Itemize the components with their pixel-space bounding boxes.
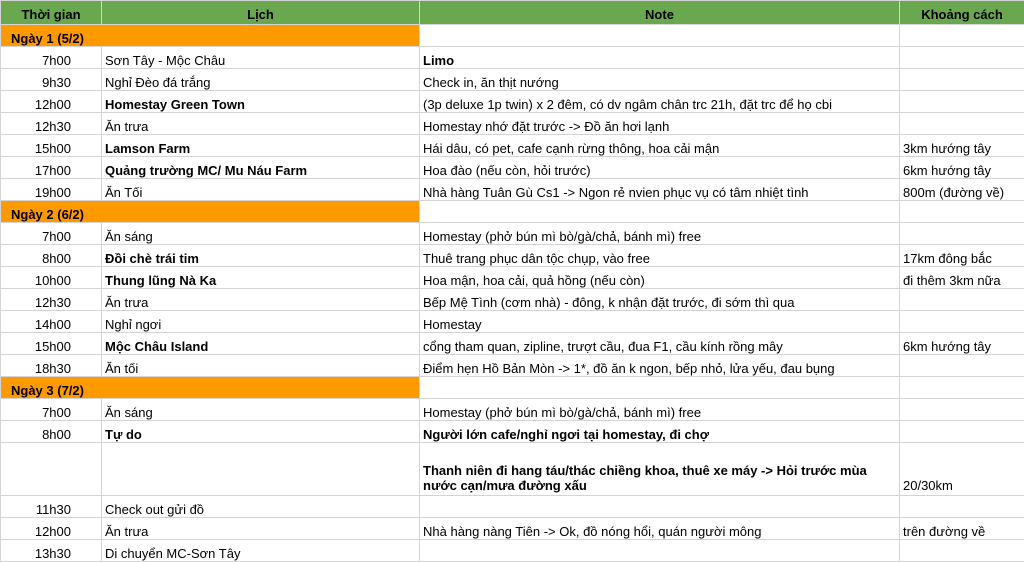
distance-cell[interactable] xyxy=(900,47,1024,69)
note-cell[interactable]: Hoa mận, hoa cải, quả hồng (nếu còn) xyxy=(420,267,900,289)
activity-cell[interactable]: Homestay Green Town xyxy=(102,91,420,113)
activity-cell[interactable]: Mộc Châu Island xyxy=(102,333,420,355)
time-cell[interactable]: 7h00 xyxy=(1,47,102,69)
distance-cell[interactable]: 17km đông bắc xyxy=(900,245,1024,267)
day-label[interactable]: Ngày 2 (6/2) xyxy=(1,201,420,223)
time-cell[interactable]: 11h30 xyxy=(1,496,102,518)
table-row xyxy=(1,245,1024,267)
note-cell[interactable]: Homestay (phở bún mì bò/gà/chả, bánh mì) free xyxy=(420,223,900,245)
time-cell[interactable]: 12h00 xyxy=(1,91,102,113)
time-cell[interactable]: 14h00 xyxy=(1,311,102,333)
day-header-row xyxy=(1,201,1024,223)
table-row xyxy=(1,399,1024,421)
activity-cell[interactable]: Ăn trưa xyxy=(102,518,420,540)
time-cell[interactable]: 13h30 xyxy=(1,540,102,562)
distance-cell[interactable] xyxy=(900,355,1024,377)
distance-cell[interactable] xyxy=(900,113,1024,135)
distance-cell[interactable] xyxy=(900,223,1024,245)
day-label[interactable]: Ngày 1 (5/2) xyxy=(1,25,420,47)
time-cell[interactable]: 9h30 xyxy=(1,69,102,91)
note-cell[interactable] xyxy=(420,496,900,518)
activity-cell[interactable]: Ăn sáng xyxy=(102,223,420,245)
distance-cell[interactable] xyxy=(900,69,1024,91)
activity-cell[interactable]: Tự do xyxy=(102,421,420,443)
table-row xyxy=(1,179,1024,201)
activity-cell[interactable]: Thung lũng Nà Ka xyxy=(102,267,420,289)
table-row xyxy=(1,443,1024,496)
activity-cell[interactable]: Di chuyển MC-Sơn Tây xyxy=(102,540,420,562)
distance-cell[interactable] xyxy=(900,540,1024,562)
activity-cell[interactable]: Nghỉ Đèo đá trắng xyxy=(102,69,420,91)
distance-cell[interactable] xyxy=(900,311,1024,333)
note-cell[interactable]: Thanh niên đi hang táu/thác chiềng khoa, thuê xe máy -> Hỏi trước mùa nước cạn/mưa đường xấu xyxy=(420,443,900,496)
day-header-row xyxy=(1,377,1024,399)
distance-cell[interactable]: 20/30km xyxy=(900,443,1024,496)
header-time[interactable]: Thời gian xyxy=(1,1,102,25)
table-row xyxy=(1,69,1024,91)
day-distance-cell[interactable] xyxy=(900,377,1024,399)
table-row xyxy=(1,113,1024,135)
time-cell[interactable]: 10h00 xyxy=(1,267,102,289)
distance-cell[interactable] xyxy=(900,399,1024,421)
time-cell[interactable]: 15h00 xyxy=(1,333,102,355)
activity-cell[interactable]: Đồi chè trái tim xyxy=(102,245,420,267)
table-row xyxy=(1,421,1024,443)
table-row xyxy=(1,496,1024,518)
note-cell[interactable]: Hoa đào (nếu còn, hỏi trước) xyxy=(420,157,900,179)
note-cell[interactable]: Nhà hàng Tuân Gù Cs1 -> Ngon rẻ nvien phục vụ có tâm nhiệt tình xyxy=(420,179,900,201)
time-cell[interactable] xyxy=(1,443,102,496)
distance-cell[interactable] xyxy=(900,496,1024,518)
table-row xyxy=(1,333,1024,355)
table-row xyxy=(1,518,1024,540)
note-cell[interactable]: Check in, ăn thịt nướng xyxy=(420,69,900,91)
time-cell[interactable]: 8h00 xyxy=(1,245,102,267)
activity-cell[interactable]: Quảng trường MC/ Mu Náu Farm xyxy=(102,157,420,179)
table-row xyxy=(1,355,1024,377)
time-cell[interactable]: 7h00 xyxy=(1,223,102,245)
note-cell[interactable]: Homestay xyxy=(420,311,900,333)
table-row xyxy=(1,135,1024,157)
activity-cell[interactable]: Ăn Tối xyxy=(102,179,420,201)
time-cell[interactable]: 8h00 xyxy=(1,421,102,443)
day-distance-cell[interactable] xyxy=(900,201,1024,223)
distance-cell[interactable]: trên đường về xyxy=(900,518,1024,540)
activity-cell[interactable]: Ăn trưa xyxy=(102,289,420,311)
activity-cell[interactable]: Ăn sáng xyxy=(102,399,420,421)
note-cell[interactable]: cổng tham quan, zipline, trượt cầu, đua F1, cầu kính rồng mây xyxy=(420,333,900,355)
day-header-row xyxy=(1,25,1024,47)
header-schedule[interactable]: Lịch xyxy=(102,1,420,25)
time-cell[interactable]: 12h30 xyxy=(1,289,102,311)
table-row xyxy=(1,289,1024,311)
table-row xyxy=(1,267,1024,289)
day-distance-cell[interactable] xyxy=(900,25,1024,47)
note-cell[interactable]: Hái dâu, có pet, cafe cạnh rừng thông, hoa cải mận xyxy=(420,135,900,157)
note-cell[interactable]: Bếp Mệ Tình (cơm nhà) - đông, k nhận đặt trước, đi sớm thì qua xyxy=(420,289,900,311)
time-cell[interactable]: 7h00 xyxy=(1,399,102,421)
activity-cell[interactable] xyxy=(102,443,420,496)
note-cell[interactable]: Người lớn cafe/nghỉ ngơi tại homestay, đi chợ xyxy=(420,421,900,443)
time-cell[interactable]: 12h30 xyxy=(1,113,102,135)
distance-cell[interactable]: 6km hướng tây xyxy=(900,333,1024,355)
activity-cell[interactable]: Lamson Farm xyxy=(102,135,420,157)
note-cell[interactable]: (3p deluxe 1p twin) x 2 đêm, có dv ngâm chân trc 21h, đặt trc để họ cbi xyxy=(420,91,900,113)
table-row xyxy=(1,311,1024,333)
distance-cell[interactable] xyxy=(900,91,1024,113)
note-cell[interactable] xyxy=(420,540,900,562)
distance-cell[interactable] xyxy=(900,421,1024,443)
day-note-cell[interactable] xyxy=(420,25,900,47)
distance-cell[interactable]: đi thêm 3km nữa xyxy=(900,267,1024,289)
note-cell[interactable]: Limo xyxy=(420,47,900,69)
note-cell[interactable]: Homestay (phở bún mì bò/gà/chả, bánh mì) free xyxy=(420,399,900,421)
note-cell[interactable]: Nhà hàng nàng Tiên -> Ok, đồ nóng hổi, quán người mông xyxy=(420,518,900,540)
day-label[interactable]: Ngày 3 (7/2) xyxy=(1,377,420,399)
day-note-cell[interactable] xyxy=(420,201,900,223)
table-row xyxy=(1,91,1024,113)
table-row xyxy=(1,47,1024,69)
table-row xyxy=(1,157,1024,179)
distance-cell[interactable]: 6km hướng tây xyxy=(900,157,1024,179)
time-cell[interactable]: 19h00 xyxy=(1,179,102,201)
table-row xyxy=(1,223,1024,245)
distance-cell[interactable]: 800m (đường về) xyxy=(900,179,1024,201)
day-note-cell[interactable] xyxy=(420,377,900,399)
time-cell[interactable]: 12h00 xyxy=(1,518,102,540)
activity-cell[interactable]: Ăn trưa xyxy=(102,113,420,135)
note-cell[interactable]: Thuê trang phục dân tộc chụp, vào free xyxy=(420,245,900,267)
activity-cell[interactable]: Ăn tối xyxy=(102,355,420,377)
note-cell[interactable]: Homestay nhớ đặt trước -> Đồ ăn hơi lạnh xyxy=(420,113,900,135)
activity-cell[interactable]: Check out gửi đồ xyxy=(102,496,420,518)
header-row xyxy=(1,1,1024,25)
header-note[interactable]: Note xyxy=(420,1,900,25)
table-row xyxy=(1,540,1024,562)
header-distance[interactable]: Khoảng cách xyxy=(900,1,1024,25)
time-cell[interactable]: 15h00 xyxy=(1,135,102,157)
activity-cell[interactable]: Sơn Tây - Mộc Châu xyxy=(102,47,420,69)
time-cell[interactable]: 17h00 xyxy=(1,157,102,179)
distance-cell[interactable] xyxy=(900,289,1024,311)
time-cell[interactable]: 18h30 xyxy=(1,355,102,377)
distance-cell[interactable]: 3km hướng tây xyxy=(900,135,1024,157)
note-cell[interactable]: Điểm hẹn Hồ Bản Mòn -> 1*, đồ ăn k ngon, bếp nhỏ, lửa yếu, đau bụng xyxy=(420,355,900,377)
activity-cell[interactable]: Nghỉ ngơi xyxy=(102,311,420,333)
